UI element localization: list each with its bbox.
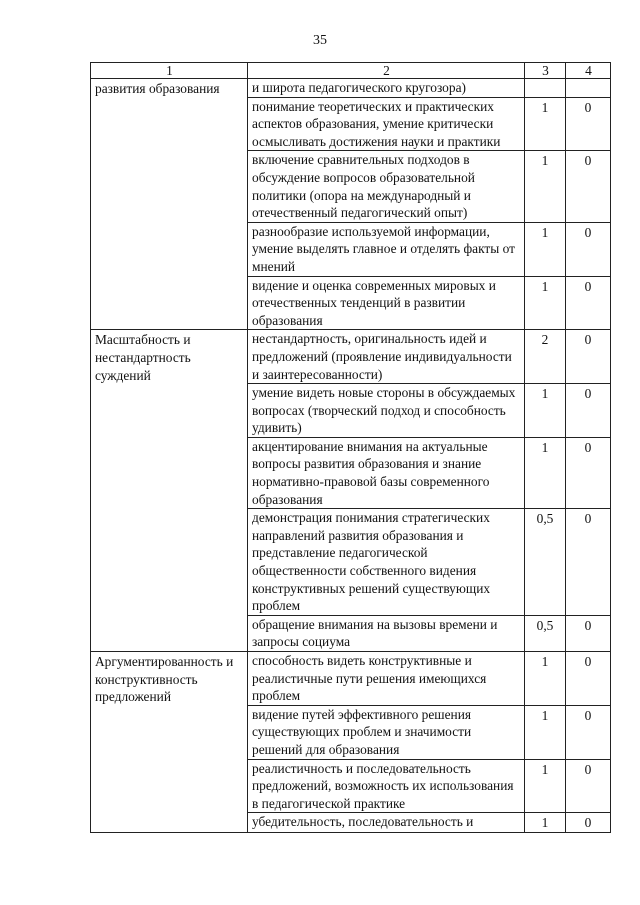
criterion-cell: демонстрация понимания стратегических направлений развития образования и представление педагогической общественности собственного видения конструктивных решений существующих проблем	[248, 509, 525, 616]
page-number: 35	[313, 33, 327, 48]
max-score-cell: 1	[525, 652, 566, 706]
table-body	[91, 79, 611, 833]
criterion-cell: обращение внимания на вызовы времени и запросы социума	[248, 615, 525, 651]
criterion-cell: реалистичность и последовательность предложений, возможность их использования в педагогической практике	[248, 759, 525, 813]
criterion-cell: акцентирование внимания на актуальные вопросы развития образования и знание нормативно-правовой базы современного образования	[248, 437, 525, 508]
criterion-cell: видение и оценка современных мировых и отечественных тенденций в развитии образования	[248, 276, 525, 330]
header-col-2: 2	[248, 63, 525, 79]
criteria-table	[90, 62, 611, 833]
max-score-cell: 1	[525, 705, 566, 759]
min-score-cell: 0	[566, 705, 611, 759]
criterion-cell: разнообразие используемой информации, умение выделять главное и отделять факты от мнений	[248, 222, 525, 276]
min-score-cell: 0	[566, 437, 611, 508]
min-score-cell: 0	[566, 759, 611, 813]
criterion-cell: и широта педагогического кругозора)	[248, 79, 525, 98]
table-row	[91, 652, 611, 706]
max-score-cell: 0,5	[525, 509, 566, 616]
max-score-cell: 1	[525, 97, 566, 151]
min-score-cell: 0	[566, 509, 611, 616]
criterion-cell: включение сравнительных подходов в обсуждение вопросов образовательной политики (опора на международный и отечественный педагогический опыт)	[248, 151, 525, 222]
max-score-cell: 1	[525, 437, 566, 508]
max-score-cell: 1	[525, 276, 566, 330]
criterion-cell: понимание теоретических и практических аспектов образования, умение критически осмысливать достижения науки и практики	[248, 97, 525, 151]
min-score-cell: 0	[566, 151, 611, 222]
table-header-row	[91, 63, 611, 79]
max-score-cell: 1	[525, 222, 566, 276]
min-score-cell: 0	[566, 97, 611, 151]
max-score-cell: 1	[525, 151, 566, 222]
max-score-cell: 2	[525, 330, 566, 384]
min-score-cell: 0	[566, 330, 611, 384]
min-score-cell: 0	[566, 222, 611, 276]
max-score-cell: 1	[525, 813, 566, 833]
criterion-cell: убедительность, последовательность и	[248, 813, 525, 833]
group-title: Аргументированность и конструктивность предложений	[91, 652, 248, 833]
table-row	[91, 79, 611, 98]
header-col-4: 4	[566, 63, 611, 79]
max-score-cell	[525, 79, 566, 98]
criterion-cell: способность видеть конструктивные и реалистичные пути решения имеющихся проблем	[248, 652, 525, 706]
min-score-cell: 0	[566, 652, 611, 706]
header-col-3: 3	[525, 63, 566, 79]
min-score-cell	[566, 79, 611, 98]
max-score-cell: 1	[525, 384, 566, 438]
criterion-cell: видение путей эффективного решения существующих проблем и значимости решений для образования	[248, 705, 525, 759]
criterion-cell: нестандартность, оригинальность идей и предложений (проявление индивидуальности и заинтересованности)	[248, 330, 525, 384]
max-score-cell: 0,5	[525, 615, 566, 651]
max-score-cell: 1	[525, 759, 566, 813]
min-score-cell: 0	[566, 384, 611, 438]
min-score-cell: 0	[566, 813, 611, 833]
table-row	[91, 330, 611, 384]
min-score-cell: 0	[566, 276, 611, 330]
criterion-cell: умение видеть новые стороны в обсуждаемых вопросах (творческий подход и способность удивить)	[248, 384, 525, 438]
group-title: Масштабность и нестандартность суждений	[91, 330, 248, 652]
header-col-1: 1	[91, 63, 248, 79]
min-score-cell: 0	[566, 615, 611, 651]
group-title: развития образования	[91, 79, 248, 330]
